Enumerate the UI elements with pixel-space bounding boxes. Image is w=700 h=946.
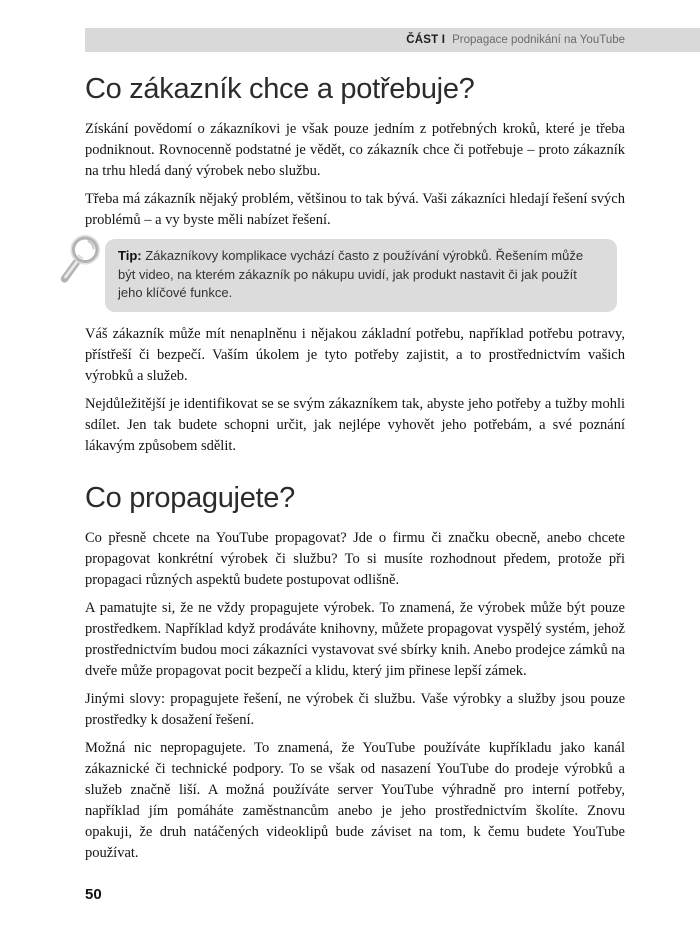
paragraph: Váš zákazník může mít nenaplněnu i nějakou základní potřebu, například potřebu potravy, přístřeší či bezpečí. Vaším úkolem je tyto potřeby zajistit, a to prostřednictvím vašich výrobků a služeb.	[85, 325, 625, 384]
tip-box	[105, 239, 617, 312]
paragraph: Co přesně chcete na YouTube propagovat? Jde o firmu či značku obecně, anebo chcete propagovat konkrétní výrobek či službu? To si musíte rozhodnout předem, protože při propagaci různých aspektů budete postupovat odlišně.	[85, 529, 625, 588]
part-title: Propagace podnikání na YouTube	[452, 34, 625, 46]
paragraph: Získání povědomí o zákazníkovi je však pouze jedním z potřebných kroků, které je třeba podniknout. Rovnocenně podstatné je vědět, co zákazník chce či potřebuje – proto zákazník na trhu hledá daný výrobek nebo službu.	[85, 121, 625, 179]
section-heading-2: Co propagujete?	[85, 481, 295, 514]
paragraph: A pamatujte si, že ne vždy propagujete výrobek. To znamená, že výrobek může být pouze prostředkem. Například když prodáváte knihovny, můžete propagovat vyspělý systém, jehož prostřednictvím budou moci zákazníci vystavovat své sbírky knih. Anebo prodejce zámků na dveře může propagovat pocit bezpečí a klidu, který jim přinese lepší zámek.	[85, 599, 625, 679]
paragraph: Třeba má zákazník nějaký problém, většinou to tak bývá. Vaši zákazníci hledají řešení svých problémů – a vy byste měli nabízet řešení.	[85, 191, 625, 228]
magnifier-icon	[57, 230, 104, 292]
page-content	[85, 72, 625, 871]
part-label: ČÁST I	[406, 34, 446, 46]
tip-text: Zákazníkovy komplikace vychází často z používání výrobků. Řešením může být video, na kterém zákazník po nákupu uvidí, jak produkt nastavit či jak použít jeho klíčové funkce.	[118, 248, 584, 300]
section-heading-1: Co zákazník chce a potřebuje?	[85, 73, 475, 105]
paragraph: Jinými slovy: propagujete řešení, ne výrobek či službu. Vaše výrobky a služby jsou pouze prostředky k dosažení řešení.	[85, 690, 625, 728]
tip-callout	[105, 239, 617, 312]
paragraph: Možná nic nepropagujete. To znamená, že YouTube používáte kupříkladu jako kanál zákaznické či technické podpory. To se však od nasazení YouTube do prodeje výrobků a služeb značně liší. A možná používáte server YouTube výhradně pro interní potřeby, například jím pomáháte zaměstnancům anebo je jeho prostřednictvím školíte. Znovu opakuji, že druh natáčených videoklipů bude záviset na tom, k čemu budete YouTube používat.	[85, 739, 625, 861]
paragraph: Nejdůležitější je identifikovat se se svým zákazníkem tak, abyste jeho potřeby a tužby mohli sdílet. Jen tak budete schopni určit, jak nejlépe vyhovět jeho potřebám, a své poznání lákavým způsobem sdělit.	[85, 395, 625, 454]
running-header	[85, 28, 700, 52]
tip-label: Tip:	[118, 248, 142, 263]
page-number: 50	[85, 886, 102, 903]
